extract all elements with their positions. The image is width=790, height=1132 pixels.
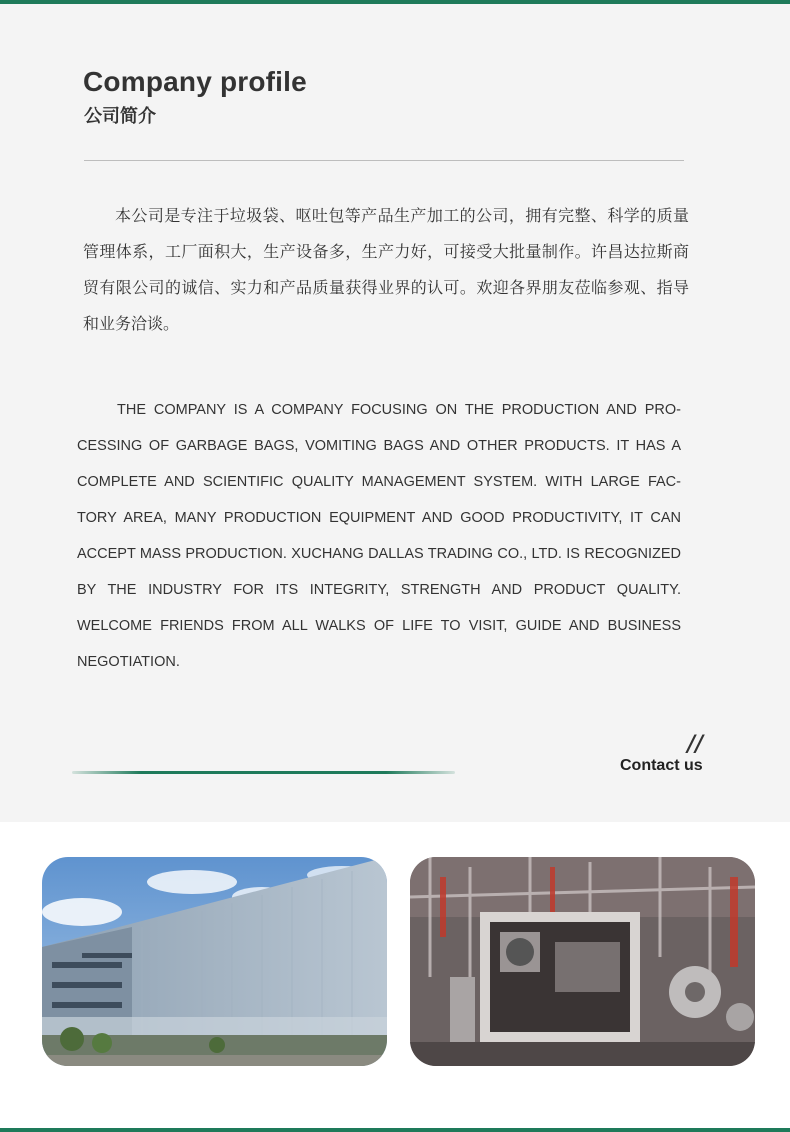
page-title: Company profile: [83, 66, 307, 97]
intro-text-cn: 本公司是专注于垃圾袋、呕吐包等产品生产加工的公司，拥有完整、科学的质量管理体系，工厂面积大，生产设备多，生产力好，可接受大批量制作。许昌达拉斯商贸有限公司的诚信、实力和产品质量获得业界的认可。欢迎各界朋友莅临参观、指导和业务洽谈。: [83, 206, 689, 333]
quote-mark-icon: //: [687, 731, 704, 757]
contact-divider: [72, 771, 455, 774]
factory-building-photo: [42, 857, 387, 1066]
intro-text-en: THE COMPANY IS A COMPANY FOCUSING ON THE PRODUCTION AND PROCESSING OF GARBAGE BAGS, VOMITING BAGS AND OTHER PRODUCTS. IT HAS A COMPLETE AND SCIENTIFIC QUALITY MANAGEMENT SYSTEM. WITH LARGE FACTORY AREA, MANY PRODUCTION EQUIPMENT AND GOOD PRODUCTIVITY, IT CAN ACCEPT MASS PRODUCTION. XUCHANG DALLAS TRADING CO., LTD. IS RECOGNIZED BY THE INDUSTRY FOR ITS INTEGRITY, STRENGTH AND PRODUCT QUALITY. WELCOME FRIENDS FROM ALL WALKS OF LIFE TO VISIT, GUIDE AND BUSINESS NEGOTIATION.: [77, 402, 681, 670]
bottom-accent-bar: [0, 1128, 790, 1132]
title-divider: [84, 160, 684, 161]
production-machinery-photo: [410, 857, 755, 1066]
page-subtitle-cn: 公司简介: [84, 106, 156, 127]
contact-us-link[interactable]: Contact us: [620, 757, 703, 774]
